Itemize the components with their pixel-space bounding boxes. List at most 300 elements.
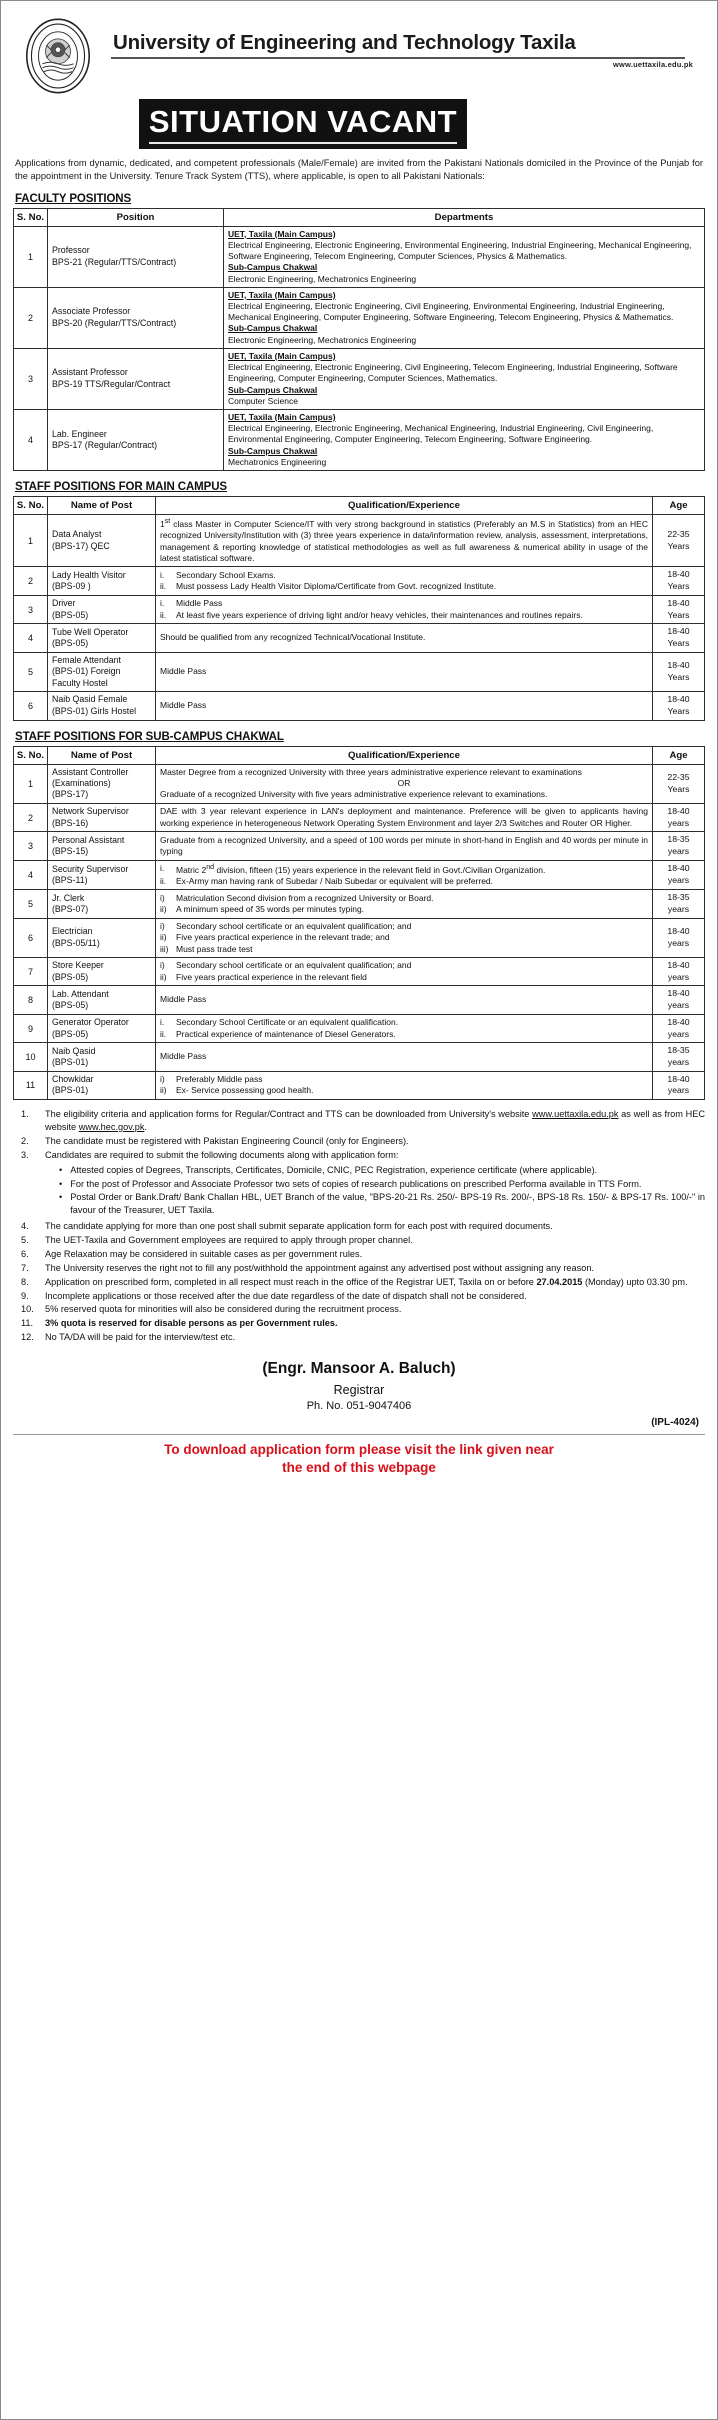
post-scale: (BPS-05) bbox=[52, 638, 89, 649]
col-position: Position bbox=[48, 208, 224, 226]
post-title: Lady Health Visitor bbox=[52, 569, 126, 580]
condition-link[interactable]: www.hec.gov.pk bbox=[78, 1122, 145, 1133]
table-row bbox=[14, 986, 705, 1014]
condition-item bbox=[13, 1220, 705, 1233]
condition-fragment: The candidate applying for more than one post shall submit separate application form for each post with required documents. bbox=[45, 1221, 553, 1232]
post-title: Female Attendant bbox=[52, 654, 121, 665]
condition-bullet bbox=[45, 1164, 705, 1177]
condition-text bbox=[45, 1234, 705, 1247]
post-scale: (BPS-01) Girls Hostel bbox=[52, 705, 137, 716]
col-post: Name of Post bbox=[48, 497, 156, 515]
item-marker: ii) bbox=[160, 932, 167, 943]
qualification-line: OR bbox=[397, 777, 411, 788]
sub-campus-departments: Electronic Engineering, Mechatronics Engineering bbox=[228, 334, 417, 345]
item-marker: iii) bbox=[160, 943, 169, 954]
header-text-block bbox=[107, 17, 705, 69]
qualification-text: 1st class Master in Computer Science/IT with very strong background in statistics (Preferably an M.S in Statistics) from an HEC recognized University/Institution with (3) three years experience in data/information review, analysis, assessment, interpretations, management & reporting knowledge of statistical methodologies as well as full awareness & numerical ability in usage of the latest statistical software. bbox=[160, 517, 648, 563]
cell-post bbox=[48, 832, 156, 860]
position-title: Lab. Engineer bbox=[52, 428, 107, 439]
cell-sno: 6 bbox=[14, 918, 48, 957]
cell-sno: 4 bbox=[14, 624, 48, 652]
main-campus-departments: Electrical Engineering, Electronic Engineering, Environmental Engineering, Industrial Engineering, Mechanical Engineering, Software Engineering, Telecom Engineering, Computer Sciences, Physics & Mathematics. bbox=[228, 239, 692, 262]
cell-qualification bbox=[156, 957, 653, 985]
position-scale: BPS-17 (Regular/Contract) bbox=[52, 439, 158, 450]
item-text: At least five years experience of driving light and/or heavy vehicles, their maintenances and routines repairs. bbox=[176, 609, 583, 620]
item-marker: ii. bbox=[160, 875, 167, 886]
cell-post bbox=[48, 890, 156, 918]
qualification-text: Middle Pass bbox=[160, 666, 207, 677]
situation-vacant-banner bbox=[139, 99, 467, 149]
banner-underline bbox=[149, 142, 457, 144]
post-title: Chowkidar bbox=[52, 1074, 94, 1085]
cell-departments bbox=[224, 226, 705, 287]
condition-text bbox=[45, 1262, 705, 1275]
condition-number: 5. bbox=[21, 1235, 29, 1246]
cell-sno: 3 bbox=[14, 832, 48, 860]
cell-post bbox=[48, 652, 156, 691]
title-divider bbox=[111, 57, 685, 59]
cell-qualification bbox=[156, 986, 653, 1014]
sub-campus-departments: Electronic Engineering, Mechatronics Engineering bbox=[228, 273, 417, 284]
condition-number: 10. bbox=[21, 1304, 34, 1315]
cell-age: 18-40 years bbox=[653, 860, 705, 890]
staff-chakwal-table bbox=[13, 746, 705, 1101]
staff-main-heading: STAFF POSITIONS FOR MAIN CAMPUS bbox=[15, 481, 227, 494]
bullet-text: Attested copies of Degrees, Transcripts, Certificates, Domicile, CNIC, PEC Registration, experience certificate (where applicable). bbox=[70, 1164, 598, 1175]
main-campus-departments: Electrical Engineering, Electronic Engineering, Mechanical Engineering, Industrial Engineering, Civil Engineering, Environmental Engineering, Computer Engineering, Telecom Engineering, Software Engineering. bbox=[228, 423, 654, 445]
table-row bbox=[14, 764, 705, 803]
item-text: Preferably Middle pass bbox=[176, 1074, 263, 1085]
item-marker: ii) bbox=[160, 904, 167, 915]
qualification-line: Graduate of a recognized University with five years administrative experience relevant to examinations. bbox=[160, 789, 548, 800]
condition-number: 8. bbox=[21, 1276, 29, 1287]
cell-qualification bbox=[156, 918, 653, 957]
cell-post bbox=[48, 1071, 156, 1099]
item-marker: i) bbox=[160, 960, 165, 971]
cell-age: 18-35 years bbox=[653, 832, 705, 860]
condition-body bbox=[45, 1262, 705, 1275]
cell-age: 18-40 years bbox=[653, 957, 705, 985]
faculty-table-body bbox=[14, 226, 705, 470]
main-campus-departments: Electrical Engineering, Electronic Engineering, Civil Engineering, Environmental Engineering, Industrial Engineering, Mechanical Engineering, Computer Engineering, Software Engineering, Telecom Engineering, Physics & Mathematics. bbox=[228, 300, 674, 323]
cell-qualification bbox=[156, 832, 653, 860]
cell-post bbox=[48, 918, 156, 957]
bullet-text: For the post of Professor and Associate Professor two sets of copies of research publications on prescribed Performa available in TTS Form. bbox=[70, 1178, 642, 1189]
sub-campus-label: Sub-Campus Chakwal bbox=[228, 323, 318, 334]
qualification-item bbox=[160, 944, 648, 955]
item-text: Matriculation Second division from a recognized University or Board. bbox=[176, 892, 434, 903]
cell-qualification bbox=[156, 1043, 653, 1071]
table-row bbox=[14, 226, 705, 287]
condition-fragment: Candidates are required to submit the following documents along with application form: bbox=[45, 1149, 399, 1160]
main-campus-label: UET, Taxila (Main Campus) bbox=[228, 289, 336, 300]
condition-text bbox=[45, 1317, 705, 1330]
cell-post bbox=[48, 1014, 156, 1042]
condition-body bbox=[45, 1234, 705, 1247]
item-text: Secondary school certificate or an equivalent qualification; and bbox=[176, 960, 412, 971]
cell-qualification bbox=[156, 567, 653, 595]
qualification-items bbox=[160, 893, 648, 916]
table-row bbox=[14, 595, 705, 623]
position-scale: BPS-21 (Regular/TTS/Contract) bbox=[52, 256, 177, 267]
item-marker: i. bbox=[160, 862, 165, 873]
condition-text bbox=[45, 1276, 705, 1289]
condition-number: 11. bbox=[21, 1318, 34, 1329]
cell-sno: 1 bbox=[14, 764, 48, 803]
condition-item bbox=[13, 1248, 705, 1261]
cell-sno: 3 bbox=[14, 595, 48, 623]
post-scale: (BPS-01) bbox=[52, 1057, 89, 1068]
post-scale: (BPS-15) bbox=[52, 845, 89, 856]
item-text: Middle Pass bbox=[176, 598, 223, 609]
staff-chakwal-heading: STAFF POSITIONS FOR SUB-CAMPUS CHAKWAL bbox=[15, 730, 284, 743]
condition-number: 9. bbox=[21, 1290, 29, 1301]
table-row bbox=[14, 567, 705, 595]
item-text: Ex- Service possessing good health. bbox=[176, 1085, 314, 1096]
university-crest-icon bbox=[19, 17, 97, 95]
cell-post bbox=[48, 957, 156, 985]
post-scale: (BPS-09 ) bbox=[52, 581, 91, 592]
cell-age: 18-40 years bbox=[653, 1014, 705, 1042]
item-marker: i) bbox=[160, 892, 165, 903]
staff-main-table-body bbox=[14, 515, 705, 720]
qualification-line: DAE with 3 year relevant experience in LAN's deployment and maintenance. Preference will be given to applicants having working experience in heterogeneous Network Operating System Environment and layer 2/3 Switches and Router OR Higher. bbox=[160, 806, 648, 828]
condition-item bbox=[13, 1317, 705, 1330]
item-marker: ii) bbox=[160, 1085, 167, 1096]
post-scale: (BPS-07) bbox=[52, 904, 89, 915]
post-scale: (BPS-17) bbox=[52, 789, 89, 800]
condition-item bbox=[13, 1135, 705, 1148]
post-scale: (BPS-05) bbox=[52, 1028, 89, 1039]
download-note-line2: the end of this webpage bbox=[282, 1459, 436, 1475]
qualification-line: Master Degree from a recognized University with three years administrative experience relevant to examinations bbox=[160, 766, 582, 777]
cell-age: 18-40 years bbox=[653, 803, 705, 831]
condition-item bbox=[13, 1276, 705, 1289]
cell-position bbox=[48, 409, 224, 470]
cell-sno: 11 bbox=[14, 1071, 48, 1099]
post-title: Security Supervisor bbox=[52, 863, 129, 874]
qualification-items bbox=[160, 863, 648, 888]
qualification-item bbox=[160, 1085, 648, 1096]
cell-post bbox=[48, 624, 156, 652]
cell-sno: 1 bbox=[14, 226, 48, 287]
qualification-items bbox=[160, 598, 648, 621]
cell-sno: 10 bbox=[14, 1043, 48, 1071]
item-marker: i) bbox=[160, 1074, 165, 1085]
col-sno: S. No. bbox=[14, 497, 48, 515]
condition-body bbox=[45, 1303, 705, 1316]
condition-fragment: 5% reserved quota for minorities will also be considered during the recruitment process. bbox=[45, 1304, 402, 1315]
qualification-items bbox=[160, 1017, 648, 1040]
cell-qualification bbox=[156, 515, 653, 567]
cell-qualification bbox=[156, 890, 653, 918]
post-scale: (BPS-17) QEC bbox=[52, 540, 110, 551]
item-text: Must pass trade test bbox=[176, 943, 253, 954]
condition-fragment: Age Relaxation may be considered in suitable cases as per government rules. bbox=[45, 1248, 363, 1259]
condition-fragment: The University reserves the right not to fill any post/withhold the appointment against any advertised post without assigning any reason. bbox=[45, 1262, 595, 1273]
cell-sno: 7 bbox=[14, 957, 48, 985]
condition-text bbox=[45, 1135, 705, 1148]
cell-position bbox=[48, 287, 224, 348]
table-row bbox=[14, 515, 705, 567]
cell-age: 18-40 Years bbox=[653, 692, 705, 720]
post-title: Electrician bbox=[52, 926, 93, 937]
banner-text: SITUATION VACANT bbox=[148, 104, 458, 139]
condition-body bbox=[45, 1317, 705, 1330]
qualification-items bbox=[160, 921, 648, 955]
registrar-phone: Ph. No. 051-9047406 bbox=[306, 1399, 412, 1412]
table-row bbox=[14, 692, 705, 720]
cell-departments bbox=[224, 348, 705, 409]
condition-fragment: (Monday) upto 03.30 pm. bbox=[582, 1276, 688, 1287]
registrar-name: (Engr. Mansoor A. Baluch) bbox=[262, 1360, 456, 1378]
item-text: Secondary school certificate or an equivalent qualification; and bbox=[176, 920, 412, 931]
item-text: Secondary School Certificate or an equivalent qualification. bbox=[176, 1017, 399, 1028]
qualification-item bbox=[160, 972, 648, 983]
condition-body bbox=[45, 1149, 705, 1219]
download-note-line1: To download application form please visit the link given near bbox=[164, 1441, 554, 1457]
qualification-items bbox=[160, 570, 648, 593]
post-title: Naib Qasid Female bbox=[52, 694, 128, 705]
qualification-line: Middle Pass bbox=[160, 994, 207, 1005]
item-marker: i. bbox=[160, 598, 165, 609]
main-campus-departments: Electrical Engineering, Electronic Engineering, Civil Engineering, Telecom Engineering, Industrial Engineering, Software Engineering, Computer Engineering, Computer Sciences, Mathematics. bbox=[228, 362, 678, 384]
table-header-row bbox=[14, 208, 705, 226]
position-scale: BPS-19 TTS/Regular/Contract bbox=[52, 378, 171, 389]
cell-post bbox=[48, 595, 156, 623]
cell-departments bbox=[224, 409, 705, 470]
cell-qualification bbox=[156, 803, 653, 831]
table-row bbox=[14, 957, 705, 985]
qualification-item bbox=[160, 610, 648, 621]
condition-text bbox=[45, 1220, 705, 1233]
cell-post bbox=[48, 986, 156, 1014]
cell-qualification bbox=[156, 624, 653, 652]
condition-bullets bbox=[45, 1164, 705, 1218]
qualification-item bbox=[160, 863, 648, 876]
sub-campus-departments: Computer Science bbox=[228, 395, 298, 406]
post-title: Assistant Controller (Examinations) bbox=[52, 766, 129, 788]
cell-sno: 3 bbox=[14, 348, 48, 409]
item-text: Secondary School Exams. bbox=[176, 569, 276, 580]
qualification-item bbox=[160, 598, 648, 609]
table-row bbox=[14, 409, 705, 470]
sub-campus-departments: Mechatronics Engineering bbox=[228, 456, 327, 467]
download-form-note bbox=[13, 1434, 705, 1485]
table-header-row bbox=[14, 746, 705, 764]
condition-body bbox=[45, 1108, 705, 1134]
cell-sno: 8 bbox=[14, 986, 48, 1014]
col-sno: S. No. bbox=[14, 208, 48, 226]
cell-post bbox=[48, 567, 156, 595]
sub-campus-label: Sub-Campus Chakwal bbox=[228, 445, 318, 456]
qualification-text: Should be qualified from any recognized Technical/Vocational Institute. bbox=[160, 632, 426, 643]
position-title: Associate Professor bbox=[52, 306, 131, 317]
condition-item bbox=[13, 1234, 705, 1247]
condition-number: 12. bbox=[21, 1332, 34, 1343]
table-row bbox=[14, 1043, 705, 1071]
post-title: Driver bbox=[52, 598, 76, 609]
university-name: University of Engineering and Technology Taxila bbox=[113, 31, 576, 54]
table-row bbox=[14, 918, 705, 957]
cell-age: 18-40 years bbox=[653, 986, 705, 1014]
condition-item bbox=[13, 1303, 705, 1316]
post-scale: (BPS-05) bbox=[52, 971, 89, 982]
cell-post bbox=[48, 515, 156, 567]
condition-item bbox=[13, 1290, 705, 1303]
condition-text bbox=[45, 1108, 705, 1134]
post-title: Store Keeper bbox=[52, 960, 104, 971]
item-text: A minimum speed of 35 words per minutes typing. bbox=[176, 904, 365, 915]
post-title: Generator Operator bbox=[52, 1017, 129, 1028]
condition-link[interactable]: www.uettaxila.edu.pk bbox=[532, 1109, 619, 1120]
post-scale: (BPS-01) bbox=[52, 1085, 89, 1096]
condition-body bbox=[45, 1248, 705, 1261]
main-campus-label: UET, Taxila (Main Campus) bbox=[228, 411, 336, 422]
cell-post bbox=[48, 692, 156, 720]
condition-item bbox=[13, 1108, 705, 1134]
table-row bbox=[14, 348, 705, 409]
condition-emphasis: 3% quota is reserved for disable persons as per Government rules. bbox=[45, 1318, 338, 1329]
cell-age: 18-35 years bbox=[653, 890, 705, 918]
table-row bbox=[14, 803, 705, 831]
condition-text bbox=[45, 1290, 705, 1303]
condition-fragment: No TA/DA will be paid for the interview/test etc. bbox=[45, 1332, 236, 1343]
table-row bbox=[14, 860, 705, 890]
bullet-icon: • bbox=[59, 1192, 63, 1203]
cell-position bbox=[48, 226, 224, 287]
col-qualification: Qualification/Experience bbox=[156, 746, 653, 764]
condition-item bbox=[13, 1149, 705, 1219]
cell-sno: 4 bbox=[14, 860, 48, 890]
condition-body bbox=[45, 1331, 705, 1344]
col-age: Age bbox=[653, 746, 705, 764]
faculty-positions-table bbox=[13, 208, 705, 471]
condition-emphasis: 27.04.2015 bbox=[536, 1276, 583, 1287]
col-sno: S. No. bbox=[14, 746, 48, 764]
cell-sno: 6 bbox=[14, 692, 48, 720]
condition-item bbox=[13, 1262, 705, 1275]
col-qualification: Qualification/Experience bbox=[156, 497, 653, 515]
qualification-item bbox=[160, 581, 648, 592]
cell-age: 22-35 Years bbox=[653, 764, 705, 803]
position-scale: BPS-20 (Regular/TTS/Contract) bbox=[52, 317, 177, 328]
condition-body bbox=[45, 1220, 705, 1233]
conditions-list bbox=[13, 1108, 705, 1344]
sub-campus-label: Sub-Campus Chakwal bbox=[228, 262, 318, 273]
post-title: Data Analyst bbox=[52, 529, 102, 540]
cell-qualification bbox=[156, 860, 653, 890]
item-marker: i. bbox=[160, 1017, 165, 1028]
col-departments: Departments bbox=[224, 208, 705, 226]
item-marker: ii. bbox=[160, 1028, 167, 1039]
post-title: Personal Assistant bbox=[52, 834, 125, 845]
condition-fragment: The candidate must be registered with Pakistan Engineering Council (only for Engineers). bbox=[45, 1135, 409, 1146]
qualification-text: Middle Pass bbox=[160, 700, 207, 711]
staff-main-table bbox=[13, 496, 705, 720]
cell-post bbox=[48, 764, 156, 803]
qualification-items bbox=[160, 960, 648, 983]
post-scale: (BPS-11) bbox=[52, 874, 88, 885]
condition-bullet bbox=[45, 1191, 705, 1217]
condition-body bbox=[45, 1276, 705, 1289]
registrar-role: Registrar bbox=[333, 1382, 385, 1397]
table-row bbox=[14, 1071, 705, 1099]
table-header-row bbox=[14, 497, 705, 515]
signature-block bbox=[13, 1358, 705, 1415]
bullet-text: Postal Order or Bank.Draft/ Bank Challan HBL, UET Branch of the value, "BPS-20-21 Rs. 250/- BPS-19 Rs. 200/-, BPS-18 Rs. 150/- & BPS-17 Rs. 100/-" in favour of the Treasurer, UET Taxila. bbox=[70, 1192, 705, 1216]
ipl-reference: (IPL-4024) bbox=[651, 1416, 699, 1428]
condition-fragment: . bbox=[144, 1122, 147, 1133]
qualification-item bbox=[160, 932, 648, 943]
table-row bbox=[14, 287, 705, 348]
cell-age: 22-35 Years bbox=[653, 515, 705, 567]
condition-fragment: as well as from HEC website bbox=[45, 1109, 705, 1133]
cell-post bbox=[48, 1043, 156, 1071]
condition-fragment: The eligibility criteria and application forms for Regular/Contract and TTS can be downloaded from University's website bbox=[45, 1109, 533, 1120]
cell-qualification bbox=[156, 652, 653, 691]
qualification-item bbox=[160, 893, 648, 904]
qualification-item bbox=[160, 904, 648, 915]
qualification-item bbox=[160, 960, 648, 971]
table-row bbox=[14, 890, 705, 918]
bullet-icon: • bbox=[59, 1178, 63, 1189]
condition-body bbox=[45, 1290, 705, 1303]
page-header bbox=[13, 11, 705, 95]
condition-text bbox=[45, 1303, 705, 1316]
cell-age: 18-40 Years bbox=[653, 652, 705, 691]
qualification-items bbox=[160, 1074, 648, 1097]
main-campus-label: UET, Taxila (Main Campus) bbox=[228, 350, 336, 361]
cell-sno: 5 bbox=[14, 890, 48, 918]
cell-age: 18-35 years bbox=[653, 1043, 705, 1071]
faculty-positions-heading: FACULTY POSITIONS bbox=[15, 192, 132, 205]
condition-body bbox=[45, 1135, 705, 1148]
bullet-icon: • bbox=[59, 1164, 63, 1175]
cell-sno: 5 bbox=[14, 652, 48, 691]
item-marker: i. bbox=[160, 569, 165, 580]
table-row bbox=[14, 1014, 705, 1042]
condition-text bbox=[45, 1248, 705, 1261]
post-title: Network Supervisor bbox=[52, 806, 129, 817]
post-scale: (BPS-05/11) bbox=[52, 937, 100, 948]
condition-bullet bbox=[45, 1178, 705, 1191]
condition-number: 7. bbox=[21, 1262, 29, 1273]
cell-age: 18-40 Years bbox=[653, 595, 705, 623]
condition-fragment: Incomplete applications or those received after the due date regardless of the date of dispatch shall not be considered. bbox=[45, 1290, 527, 1301]
item-marker: ii. bbox=[160, 581, 167, 592]
cell-qualification bbox=[156, 1014, 653, 1042]
post-scale: (BPS-05) bbox=[52, 609, 89, 620]
staff-chakwal-table-body bbox=[14, 764, 705, 1100]
cell-departments bbox=[224, 287, 705, 348]
item-text: Five years practical experience in the relevant trade; and bbox=[176, 932, 390, 943]
cell-age: 18-40 years bbox=[653, 1071, 705, 1099]
cell-post bbox=[48, 803, 156, 831]
condition-number: 1. bbox=[21, 1109, 29, 1120]
cell-qualification bbox=[156, 595, 653, 623]
qualification-line: Graduate from a recognized University, and a speed of 100 words per minute in short-hand in English and 40 words per minute in typing bbox=[160, 834, 648, 856]
qualification-item bbox=[160, 1074, 648, 1085]
cell-sno: 1 bbox=[14, 515, 48, 567]
item-text: Matric 2nd division, fifteen (15) years experience in the relevant field in Govt./Civilian Organization. bbox=[176, 862, 546, 875]
university-website: www.uettaxila.edu.pk bbox=[613, 60, 693, 69]
cell-sno: 2 bbox=[14, 567, 48, 595]
condition-number: 3. bbox=[21, 1149, 29, 1160]
qualification-item bbox=[160, 1029, 648, 1040]
post-title: Naib Qasid bbox=[52, 1045, 96, 1056]
cell-sno: 9 bbox=[14, 1014, 48, 1042]
